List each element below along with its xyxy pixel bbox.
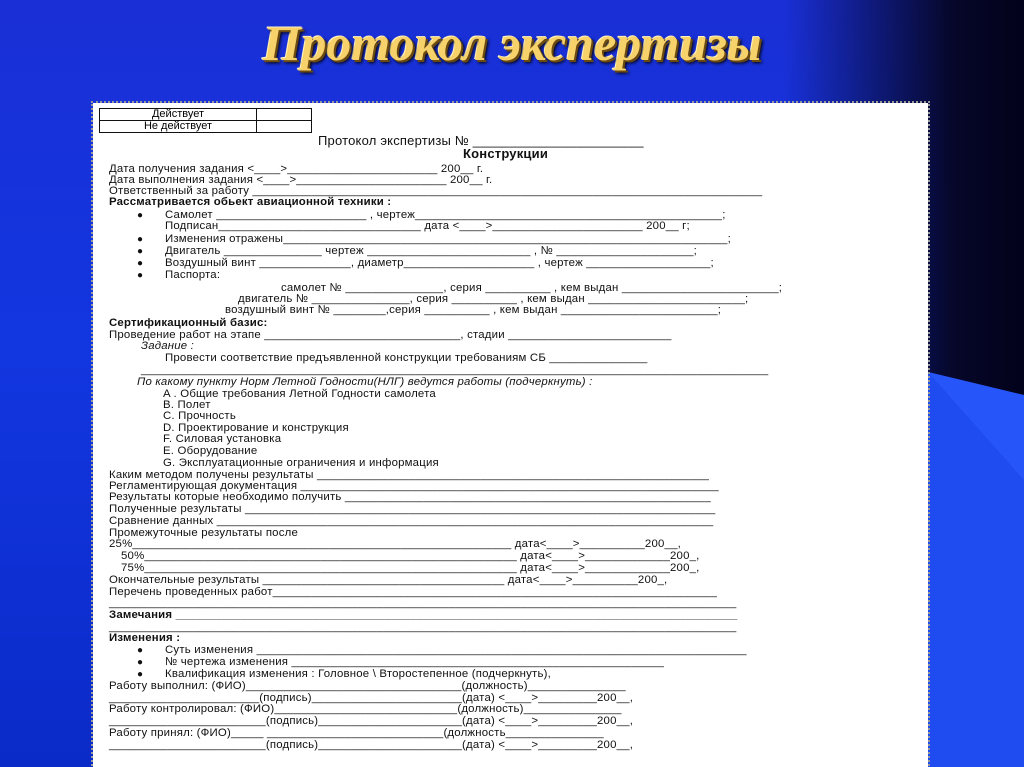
doc-line: Каким методом получены результаты ____________________________________________________________ [109, 469, 710, 481]
doc-line: По какому пункту Норм Летной Годности(НЛГ) ведутся работы (подчеркнуть) : [137, 376, 593, 388]
doc-line: D. Проектирование и конструкция [163, 422, 349, 434]
doc-line: Работу выполнил: (ФИО)_________________________________(должность)_______________ [109, 680, 626, 692]
status-table [99, 108, 312, 133]
doc-line: G. Эксплуатационные ограничения и информация [163, 457, 439, 469]
doc-line: Рассматривается обьект авиационной техники : [109, 196, 392, 208]
doc-line: № чертежа изменения _________________________________________________________ [165, 656, 665, 668]
bullet-icon: ● [137, 645, 144, 656]
doc-line: Работу принял: (ФИО)_____ ___________________________(должность_______________ [109, 727, 604, 739]
doc-line: Замечания ______________________________________________________________________________________ [109, 609, 738, 621]
doc-line: Полученные результаты ________________________________________________________________________ [109, 503, 716, 515]
doc-line: C. Прочность [163, 410, 236, 422]
bullet-icon: ● [137, 246, 144, 257]
doc-line: Результаты которые необходимо получить ________________________________________________________ [109, 491, 711, 503]
doc-line: Регламентирующая документация ________________________________________________________________ [109, 480, 719, 492]
doc-line: Изменения : [109, 632, 181, 644]
doc-line: A . Общие требования Летной Годности самолета [163, 388, 436, 400]
doc-line: самолет № _______________, серия __________ , кем выдан ________________________; [281, 282, 783, 294]
doc-line: 75%_________________________________________________________ дата<____>_____________200_, [121, 562, 700, 574]
doc-line: Ответственный за работу ______________________________________________________________________________ [109, 185, 763, 197]
doc-line: ________________________________________________________________________________________________ [109, 597, 737, 609]
bullet-icon: ● [137, 210, 144, 221]
doc-line: Квалификация изменения : Головное \ Второстепенное (подчеркнуть), [165, 668, 551, 680]
slide-title: Протокол экспертизы [262, 15, 762, 71]
doc-line: Сертификационный базис: [109, 317, 268, 329]
doc-line: Окончательные результаты _____________________________________ дата<____>__________200_, [109, 574, 668, 586]
status-box-active[interactable] [257, 109, 312, 121]
doc-line: Паспорта: [165, 269, 221, 281]
doc-line: Перечень проведенных работ____________________________________________________________________ [109, 586, 717, 598]
bullet-icon: ● [137, 669, 144, 680]
doc-line: ________________________(подпись)______________________(дата) <____>_________200__, [109, 739, 634, 751]
status-box-inactive[interactable] [257, 121, 312, 133]
doc-line: Промежуточные результаты после [109, 527, 298, 539]
status-label-active: Действует [100, 109, 257, 121]
doc-line: Самолет _______________________ , чертеж_______________________________________________; [165, 209, 726, 221]
doc-line: E. Оборудование [163, 445, 258, 457]
doc-line: _______________________(подпись)_______________________(дата) <____>_________200__, [109, 692, 634, 704]
doc-line: Суть изменения ___________________________________________________________________________ [165, 644, 747, 656]
doc-line: Проведение работ на этапе ______________________________, стадии _________________________ [109, 329, 672, 341]
doc-line: Дата выполнения задания <____>_______________________ 200__ г. [109, 174, 493, 186]
doc-title: Протокол экспертизы № _______________________ [318, 133, 644, 148]
bullet-icon: ● [137, 258, 144, 269]
status-row-active [100, 109, 312, 121]
doc-line: двигатель № _______________, серия __________ , кем выдан ________________________; [238, 293, 749, 305]
doc-line: 25%__________________________________________________________ дата<____>__________200__, [109, 538, 681, 550]
doc-line: Дата получения задания <____>_______________________ 200__ г. [109, 163, 484, 175]
doc-line: Изменения отражены____________________________________________________________________; [165, 233, 731, 245]
doc-line: Двигатель _______________ чертеж _________________________ , № _____________________; [165, 245, 697, 257]
doc-line: ________________________(подпись)______________________(дата) <____>_________200__, [109, 715, 634, 727]
bullet-icon: ● [137, 234, 144, 245]
doc-line: B. Полет [163, 399, 211, 411]
bullet-icon: ● [137, 270, 144, 281]
bullet-icon: ● [137, 657, 144, 668]
doc-line: 50%_________________________________________________________ дата<____>_____________200_, [121, 550, 700, 562]
doc-line: Подписан_______________________________ дата <____>_______________________ 200__ г; [165, 220, 690, 232]
doc-line: F. Силовая установка [163, 433, 282, 445]
doc-line: ________________________________________________________________________________________________ [109, 621, 737, 633]
doc-line: Воздушный винт ______________, диаметр____________________ , чертеж ___________________; [165, 257, 714, 269]
doc-line: воздушный винт № ________,серия __________ , кем выдан ________________________; [225, 304, 722, 316]
doc-line: ________________________________________________________________________________________________ [141, 364, 769, 376]
status-row-inactive [100, 121, 312, 133]
doc-subtitle: Конструкции [463, 146, 549, 161]
doc-line: Задание : [141, 340, 195, 352]
doc-line: Провести соответствие предъявленной конструкции требованиям СБ _______________ [165, 352, 648, 364]
protocol-document [93, 103, 928, 767]
doc-line: Работу контролировал: (ФИО)____________________________(должность)_______________ [109, 703, 622, 715]
status-label-inactive: Не действует [100, 121, 257, 133]
doc-line: Сравнение данных ____________________________________________________________________________ [109, 515, 714, 527]
